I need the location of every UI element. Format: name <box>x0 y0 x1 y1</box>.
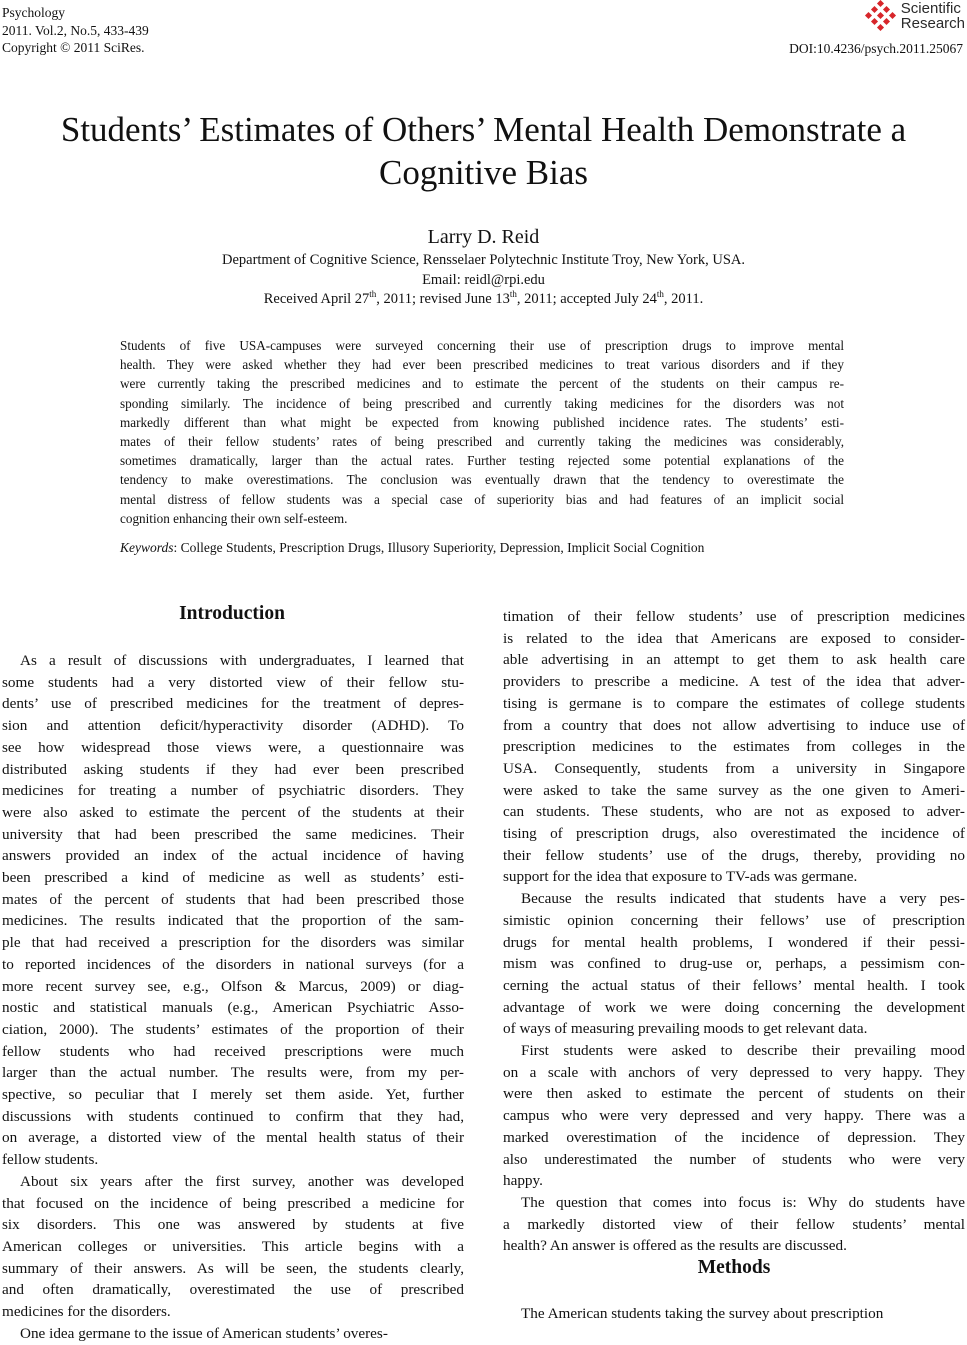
department: Department of Cognitive Science, Rensselaer Polytechnic Institute Troy, New York, USA. <box>221 252 745 268</box>
body-text-line: can students. These students, who are not as exposed to adver- <box>503 803 965 821</box>
abstract-line: sponding similarly. The incidence of being prescribed and currently taking medicines for the disorders was not <box>120 395 844 411</box>
abstract <box>120 336 844 528</box>
abstract-line: were currently taking the prescribed medicines and to estimate the percent of the students on their campus re- <box>120 376 844 392</box>
body-text-line: university that had been prescribed the same medicines. Their <box>2 825 464 843</box>
right-column <box>503 606 965 1257</box>
body-text-line: advantage of work we were doing concerning the development <box>503 998 965 1016</box>
keywords-text: : College Students, Prescription Drugs, Illusory Superiority, Depression, Implicit Social Cognition <box>173 540 705 555</box>
body-text-line: American colleges or universities. This article begins with a <box>2 1237 464 1255</box>
body-text-line: marked overestimation of the incidence of depression. They <box>503 1128 965 1146</box>
body-text-line: tising of prescription drugs, also overestimated the incidence of <box>503 825 965 843</box>
body-text-line: see how widespread those views were, a questionnaire was <box>2 738 464 756</box>
body-text-line: able advertising in an attempt to get them to ask health care <box>503 651 965 669</box>
journal-name: Psychology <box>2 5 66 20</box>
body-text-line: from a country that does not allow advertising to induce use of <box>503 716 965 734</box>
body-text-line: and often dramatically, overestimated the use of prescribed <box>2 1281 464 1299</box>
body-text-line: their fellow students’ use of the drugs, thereby, providing no <box>503 846 965 864</box>
body-text-line: been prescribed a kind of medicine as well as students’ esti- <box>2 869 464 887</box>
body-text-line: discussions with students continued to confirm that they had, <box>2 1107 464 1125</box>
body-text-line: drugs for mental health problems, I wondered if their pessi- <box>503 933 965 951</box>
author-name: Larry D. Reid <box>427 226 540 248</box>
methods-paragraph-line: The American students taking the survey about prescription <box>521 1305 884 1322</box>
abstract-line: Students of five USA-campuses were surveyed concerning their use of prescription drugs to improve mental <box>120 338 844 353</box>
abstract-line: markedly different than what might be expected from knowing published incidence rates. The students’ esti- <box>120 414 844 430</box>
body-text-line: were asked to take the same survey as the one given to Ameri- <box>503 781 965 799</box>
body-text-line: summary of their answers. As will be seen, the students clearly, <box>2 1259 464 1277</box>
author-affiliation <box>0 251 967 310</box>
logo-text-line2: Research <box>900 15 965 32</box>
body-text-line: a markedly distorted view of their fellow students’ mental <box>503 1215 965 1233</box>
body-text-line: medicines for the disorders. <box>2 1303 171 1321</box>
keywords-label: Keywords <box>120 540 174 555</box>
email: Email: reidl@rpi.edu <box>422 271 545 288</box>
body-text-line: to reported incidences of the disorders in national surveys (for a <box>2 955 464 973</box>
left-column <box>2 650 464 1345</box>
journal-volume: 2011. Vol.2, No.5, 433-439 <box>2 22 149 38</box>
body-text-line: mism was confined to drug-use or, perhaps, a pessimism con- <box>503 955 965 973</box>
body-text-line: simistic opinion concerning their fellows’ use of prescription <box>503 911 965 929</box>
body-text-line: were then asked to estimate the percent of students on their <box>503 1085 965 1103</box>
methods-heading: Methods <box>697 1257 771 1278</box>
body-text-line: dents’ use of prescribed medicines for the treatment of depres- <box>2 695 464 713</box>
body-text-line: of ways of measuring prevailing moods to get relevant data. <box>503 1020 868 1038</box>
body-text-line: that focused on the incidence of being prescribed a medicine for <box>2 1194 464 1212</box>
body-text-line: About six years after the first survey, another was developed <box>20 1172 464 1190</box>
body-text-line: providers to prescribe a medicine. A test of the idea that adver- <box>503 673 965 691</box>
journal-header <box>2 4 149 57</box>
body-text-line: larger than the actual number. The results were, from my per- <box>2 1064 464 1082</box>
body-text-line: on a scale with anchors of very depressed to very happy. They <box>503 1063 965 1081</box>
doi: DOI:10.4236/psych.2011.25067 <box>789 41 963 56</box>
title-line-2: Cognitive Bias <box>378 153 589 192</box>
body-text-line: campus who were very depressed and very happy. There was a <box>503 1107 965 1125</box>
body-text-line: Because the results indicated that students have a very pes- <box>521 890 965 908</box>
body-text-line: medicines for treating a number of psychiatric disorders. They <box>2 782 464 800</box>
methods-text <box>503 1303 965 1325</box>
body-text-line: mates of the percent of students that had been prescribed those <box>2 890 464 908</box>
body-text-line: sion and attention deficit/hyperactivity disorder (ADHD). To <box>2 717 464 735</box>
logo-text-line1: Scientific <box>900 0 961 17</box>
introduction-heading: Introduction <box>179 603 285 624</box>
body-text-line: more recent survey see, e.g., Olfson & Marcus, 2009) or diag- <box>2 977 464 995</box>
abstract-line: sometimes dramatically, larger than the actual rates. Further testing rejected some potential explanations of the <box>120 453 844 469</box>
body-text-line: were also asked to estimate the percent of the students at their <box>2 803 464 821</box>
body-text-line: answers provided an index of the actual incidence of having <box>2 847 464 865</box>
body-text-line: fellow students. <box>2 1151 99 1169</box>
abstract-line: tendency to make overestimations. The conclusion was eventually drawn that the tendency to overestimate the <box>120 472 844 488</box>
body-text-line: ciation, 2000). The students’ estimates of the proportion of their <box>2 1020 464 1038</box>
body-text-line: happy. <box>503 1172 543 1190</box>
abstract-line: mental distress of fellow students was a special case of superiority bias and had features of an implicit social <box>120 491 844 507</box>
paper-title <box>0 108 967 194</box>
abstract-line: health. They were asked whether they had ever been prescribed medicines to treat various disorders and if they <box>120 357 844 373</box>
body-text-line: ple that had received a prescription for the disorders was similar <box>2 934 464 952</box>
body-text-line: timation of their fellow students’ use of prescription medicines <box>503 608 965 625</box>
abstract-line: cognition enhancing their own self-esteem. <box>120 510 348 526</box>
body-text-line: six disorders. This one was answered by students at five <box>2 1216 464 1234</box>
body-text-line: distributed asking students if they had ever been prescribed <box>2 760 464 778</box>
body-text-line: is related to the idea that Americans are exposed to consider- <box>503 629 965 647</box>
body-text-line: The question that comes into focus is: Why do students have <box>521 1193 965 1211</box>
body-text-line: health? An answer is offered as the results are discussed. <box>503 1237 847 1255</box>
body-text-line: support for the idea that exposure to TV-ads was germane. <box>503 868 858 886</box>
abstract-line: mates of their fellow students’ rates of being prescribed and currently taking the medicines was considerably, <box>120 434 844 450</box>
body-text-line: prescription medicines to the estimates from colleges in the <box>503 738 965 756</box>
body-text-line: USA. Consequently, students from a university in Singapore <box>503 759 965 777</box>
received-dates: Received April 27th, 2011; revised June 13th, 2011; accepted July 24th, 2011. <box>263 289 704 307</box>
logo-diamond-icon <box>862 0 898 32</box>
body-text-line: on average, a distorted view of the mental health status of their <box>2 1129 464 1147</box>
body-text-line: spective, so peculiar that I merely set them aside. Yet, further <box>2 1086 464 1104</box>
scientific-research-logo <box>862 0 965 32</box>
body-text-line: tising is germane is to compare the estimates of college students <box>503 694 965 712</box>
body-text-line: fellow students who had received prescriptions were much <box>2 1042 464 1060</box>
body-text-line: nostic and statistical manuals (e.g., American Psychiatric Asso- <box>2 999 464 1017</box>
body-text-line: also underestimated the number of students who were very <box>503 1150 965 1168</box>
body-text-line: As a result of discussions with undergraduates, I learned that <box>20 652 464 669</box>
keywords <box>120 540 704 556</box>
body-text-line: cerning the actual status of their fellows’ mental health. I took <box>503 976 965 994</box>
body-text-line: One idea germane to the issue of American students’ overes- <box>20 1324 388 1342</box>
body-text-line: some students had a very distorted view of their fellow stu- <box>2 673 464 691</box>
body-text-line: First students were asked to describe their prevailing mood <box>521 1042 965 1060</box>
copyright: Copyright © 2011 SciRes. <box>2 40 145 55</box>
title-line-1: Students’ Estimates of Others’ Mental Health Demonstrate a <box>60 110 907 149</box>
body-text-line: medicines. The results indicated that the proportion of the sam- <box>2 912 464 930</box>
